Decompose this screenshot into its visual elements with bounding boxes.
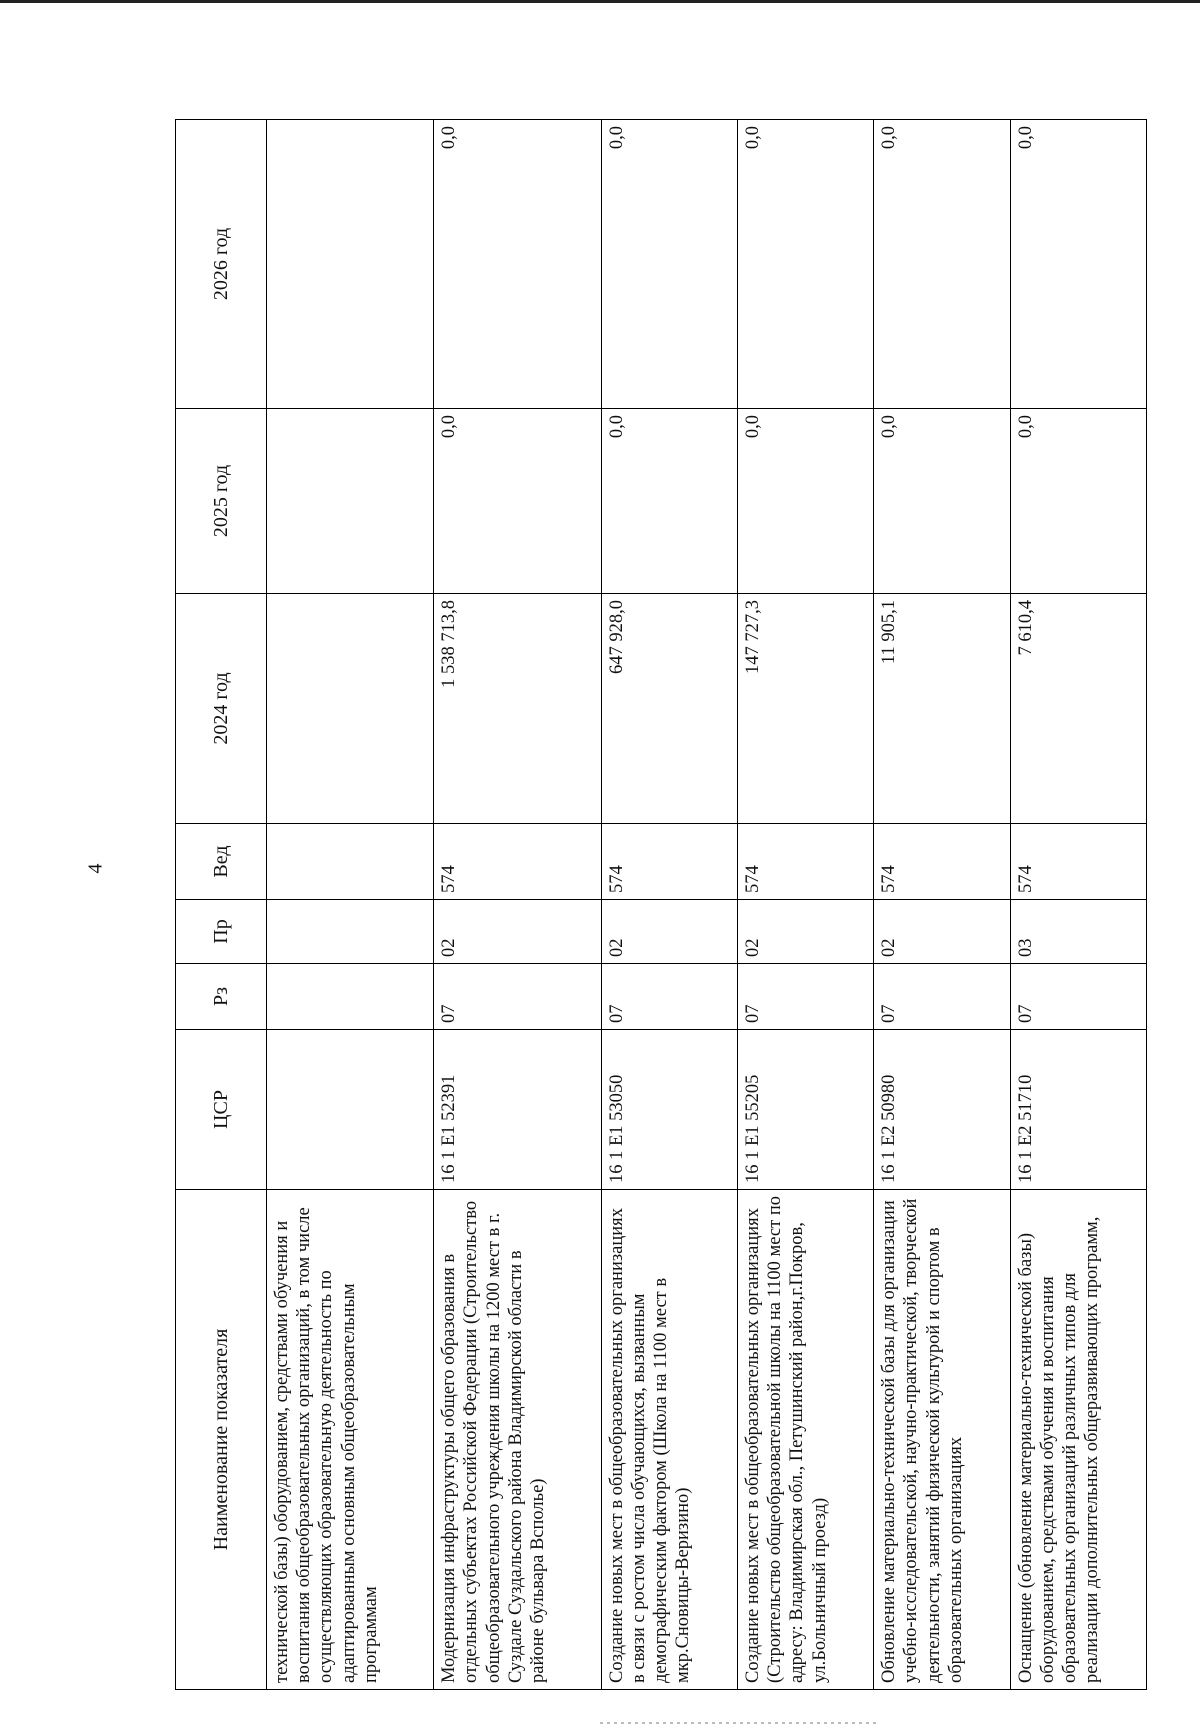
header-2024: 2024 год <box>176 594 267 824</box>
cell-rz: 07 <box>601 964 737 1030</box>
cell-2025: 0,0 <box>601 409 737 594</box>
cell-name: технической базы) оборудованием, средствами обучения и воспитания общеобразовательных организаций, в том числе осуществляющих образовательную деятельность по адаптированным основным общеобразовательным программам <box>267 1190 434 1690</box>
header-row <box>176 120 267 1690</box>
cell-name: Создание новых мест в общеобразовательных организациях (Строительство общеобразовательной школы на 1100 мест по адресу: Владимирская обл., Петушинский район,г.Покров, ул.Больничный проезд) <box>737 1190 873 1690</box>
cell-2024: 1 538 713,8 <box>434 594 601 824</box>
cell-pr <box>267 900 434 964</box>
cell-csr <box>267 1030 434 1190</box>
cell-name: Модернизация инфраструктуры общего образования в отдельных субъектах Российской Федерации (Строительство общеобразовательного учреждения школы на 1200 мест в г. Суздале Суздальского района Владимирской области в районе бульвара Всполье) <box>434 1190 601 1690</box>
header-rz: Рз <box>176 964 267 1030</box>
cell-name: Оснащение (обновление материально-технической базы) оборудованием, средствами обучения и воспитания образовательных организаций различных типов для реализации дополнительных общеразвивающих программ, <box>1010 1190 1146 1690</box>
table-row <box>267 120 434 1690</box>
cell-csr: 16 1 E2 50980 <box>874 1030 1010 1190</box>
header-pr: Пр <box>176 900 267 964</box>
table-row <box>737 120 873 1690</box>
cell-csr: 16 1 E2 51710 <box>1010 1030 1146 1190</box>
cell-name: Обновление материально-технической базы для организации учебно-исследовательской, научно-практической, творческой деятельности, занятий физической культурой и спортом в образовательных организациях <box>874 1190 1010 1690</box>
cell-pr: 02 <box>737 900 873 964</box>
table-row <box>874 120 1010 1690</box>
cell-2024: 11 905,1 <box>874 594 1010 824</box>
rotated-table-frame <box>175 120 1147 1690</box>
header-2026: 2026 год <box>176 120 267 409</box>
cell-csr: 16 1 E1 55205 <box>737 1030 873 1190</box>
cell-ved: 574 <box>434 824 601 900</box>
cell-rz: 07 <box>434 964 601 1030</box>
page-number: 4 <box>84 863 107 874</box>
cell-ved: 574 <box>601 824 737 900</box>
cell-2024: 147 727,3 <box>737 594 873 824</box>
header-csr: ЦСР <box>176 1030 267 1190</box>
cell-ved: 574 <box>1010 824 1146 900</box>
cell-2025: 0,0 <box>737 409 873 594</box>
cell-2026: 0,0 <box>1010 120 1146 409</box>
cell-2024: 7 610,4 <box>1010 594 1146 824</box>
table-row <box>601 120 737 1690</box>
cell-csr: 16 1 E1 53050 <box>601 1030 737 1190</box>
cell-pr: 02 <box>434 900 601 964</box>
budget-table <box>175 119 1147 1690</box>
scan-artifact <box>600 1722 880 1724</box>
cell-2025 <box>267 409 434 594</box>
cell-2024 <box>267 594 434 824</box>
cell-2024: 647 928,0 <box>601 594 737 824</box>
cell-rz: 07 <box>1010 964 1146 1030</box>
table-row <box>434 120 601 1690</box>
cell-csr: 16 1 E1 52391 <box>434 1030 601 1190</box>
cell-pr: 02 <box>601 900 737 964</box>
cell-ved: 574 <box>874 824 1010 900</box>
cell-rz <box>267 964 434 1030</box>
cell-2026: 0,0 <box>434 120 601 409</box>
cell-2026 <box>267 120 434 409</box>
cell-2026: 0,0 <box>601 120 737 409</box>
header-ved: Вед <box>176 824 267 900</box>
cell-name: Создание новых мест в общеобразовательных организациях в связи с ростом числа обучающихся, вызванным демографическим фактором (Школа на 1100 мест в мкр.Сновицы-Веризино) <box>601 1190 737 1690</box>
cell-2025: 0,0 <box>434 409 601 594</box>
cell-ved: 574 <box>737 824 873 900</box>
cell-pr: 02 <box>874 900 1010 964</box>
table-row <box>1010 120 1146 1690</box>
cell-2026: 0,0 <box>874 120 1010 409</box>
cell-2025: 0,0 <box>874 409 1010 594</box>
cell-2026: 0,0 <box>737 120 873 409</box>
cell-rz: 07 <box>737 964 873 1030</box>
cell-pr: 03 <box>1010 900 1146 964</box>
scan-top-edge <box>0 0 1200 3</box>
header-name: Наименование показателя <box>176 1190 267 1690</box>
cell-ved <box>267 824 434 900</box>
cell-2025: 0,0 <box>1010 409 1146 594</box>
cell-rz: 07 <box>874 964 1010 1030</box>
header-2025: 2025 год <box>176 409 267 594</box>
